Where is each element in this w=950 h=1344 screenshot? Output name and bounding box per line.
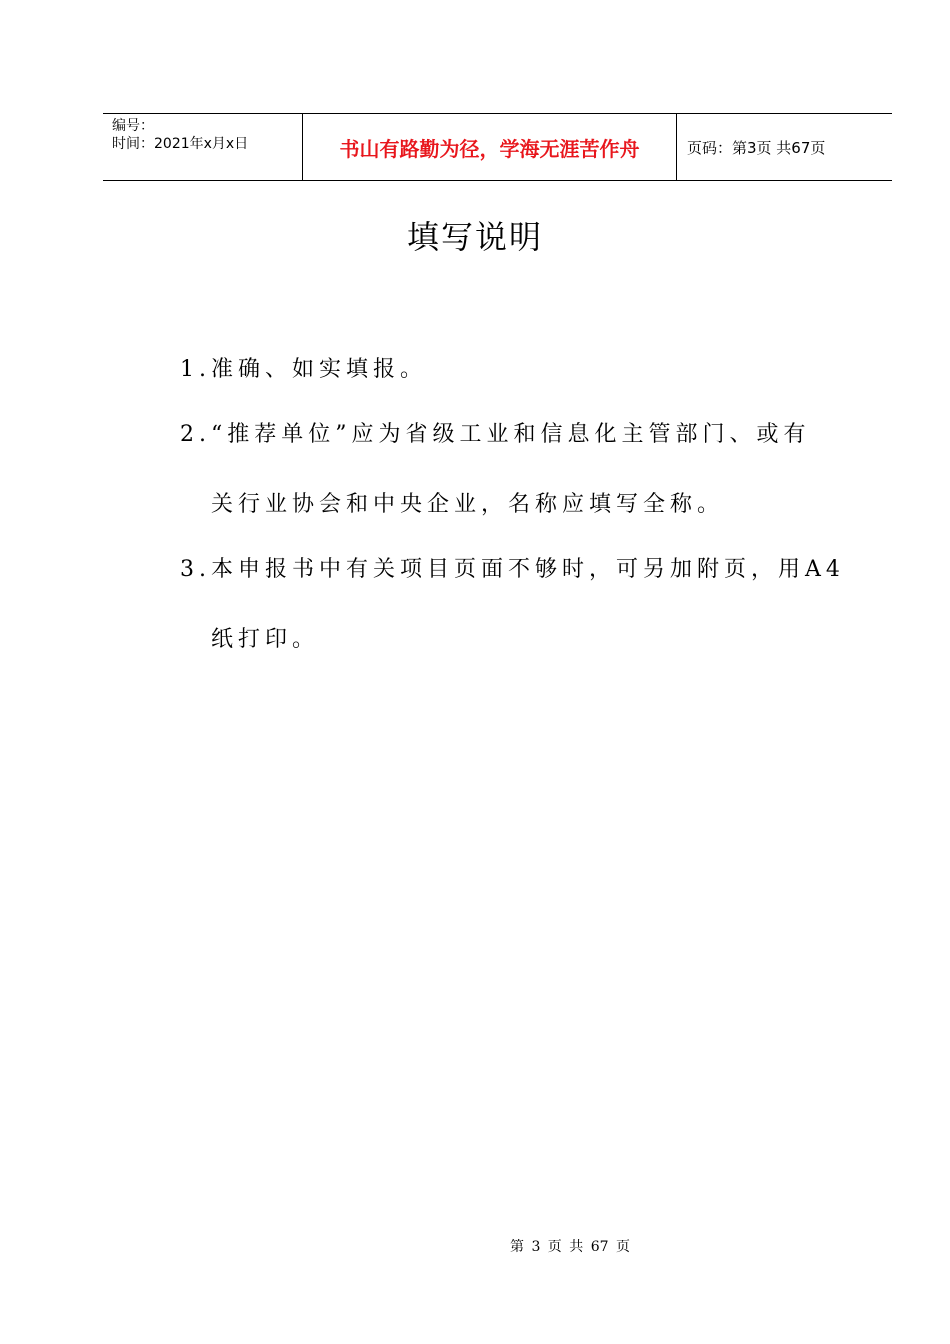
header-meta-cell xyxy=(103,114,303,180)
instruction-item-3: 3.本申报书中有关项目页面不够时，可另加附页，用A4 xyxy=(180,557,845,582)
instruction-item-1: 1.准确、如实填报。 xyxy=(180,357,427,382)
document-time-label: 时间：2021年x月x日 xyxy=(112,136,249,152)
header-motto: 书山有路勤为径，学海无涯苦作舟 xyxy=(339,136,640,161)
header-page-info: 页码：第3页 共67页 xyxy=(687,138,826,157)
document-header xyxy=(103,113,892,181)
instruction-item-2-continued: 关行业协会和中央企业，名称应填写全称。 xyxy=(211,492,725,517)
document-number-label: 编号： xyxy=(112,118,154,134)
header-page-cell xyxy=(677,114,892,180)
instructions-list xyxy=(180,350,845,690)
header-motto-cell xyxy=(303,114,677,180)
instruction-item-2: 2.“推荐单位”应为省级工业和信息化主管部门、或有 xyxy=(180,422,811,447)
instruction-item-3-continued: 纸打印。 xyxy=(211,627,320,652)
page-title: 填写说明 xyxy=(406,218,543,256)
page-footer: 第 3 页 共 67 页 xyxy=(510,1239,630,1255)
